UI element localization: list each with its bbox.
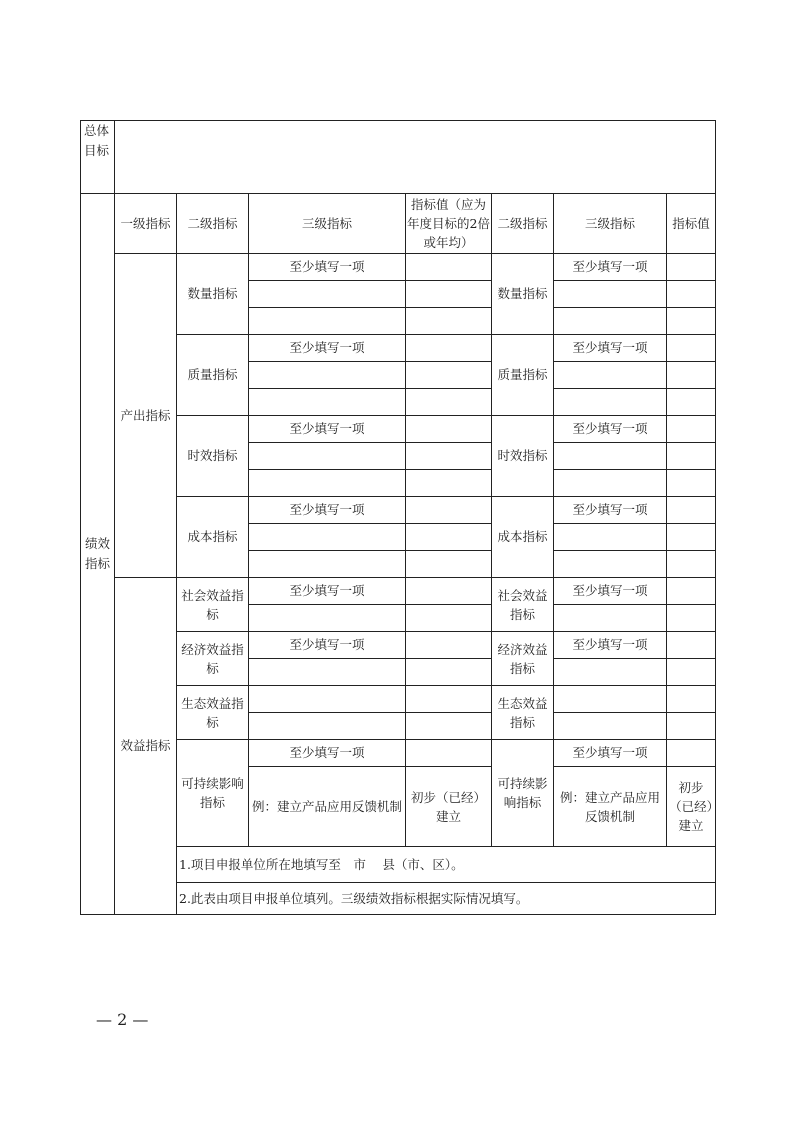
fill-hint: 至少填写一项: [249, 740, 406, 767]
fill-hint-right: 至少填写一项: [554, 578, 667, 605]
fill-hint-right: 至少填写一项: [554, 740, 667, 767]
performance-indicator-label: 绩效指标: [81, 194, 115, 915]
example-value[interactable]: 初步（已经）建立: [406, 767, 492, 847]
value-cell[interactable]: [406, 713, 492, 740]
level3-cell[interactable]: [249, 470, 406, 497]
value-cell-right[interactable]: [667, 551, 716, 578]
value-cell[interactable]: [406, 524, 492, 551]
value-cell-right[interactable]: [667, 281, 716, 308]
quantity-indicator-label: 数量指标: [177, 254, 249, 335]
value-cell-right[interactable]: [667, 362, 716, 389]
fill-hint-right: 至少填写一项: [554, 416, 667, 443]
value-cell[interactable]: [406, 362, 492, 389]
level3-cell-right[interactable]: [554, 605, 667, 632]
output-indicator-label: 产出指标: [115, 254, 177, 578]
example-level3-right[interactable]: 例：建立产品应用反馈机制: [554, 767, 667, 847]
level3-cell-right[interactable]: [554, 551, 667, 578]
value-cell-right[interactable]: [667, 740, 716, 767]
level3-cell[interactable]: [249, 713, 406, 740]
header-value-right: 指标值: [667, 194, 716, 254]
level3-cell[interactable]: [249, 308, 406, 335]
level3-cell-right[interactable]: [554, 281, 667, 308]
social-benefit-label-right: 社会效益指标: [492, 578, 554, 632]
overall-goal-value[interactable]: [115, 121, 716, 194]
sustainable-impact-label: 可持续影响指标: [177, 740, 249, 847]
quality-indicator-label-right: 质量指标: [492, 335, 554, 416]
value-cell[interactable]: [406, 389, 492, 416]
value-cell-right[interactable]: [667, 389, 716, 416]
value-cell[interactable]: [406, 443, 492, 470]
value-cell[interactable]: [406, 632, 492, 659]
fill-hint: 至少填写一项: [249, 335, 406, 362]
header-value-annual: 指标值（应为年度目标的2倍或年均）: [406, 194, 492, 254]
value-cell-right[interactable]: [667, 605, 716, 632]
level3-cell-right[interactable]: [554, 470, 667, 497]
timeliness-indicator-label-right: 时效指标: [492, 416, 554, 497]
fill-hint: 至少填写一项: [249, 497, 406, 524]
value-cell-right[interactable]: [667, 686, 716, 713]
value-cell-right[interactable]: [667, 443, 716, 470]
header-level1: 一级指标: [115, 194, 177, 254]
cost-indicator-label-right: 成本指标: [492, 497, 554, 578]
level3-cell[interactable]: [249, 659, 406, 686]
level3-cell-right[interactable]: [554, 713, 667, 740]
fill-hint: 至少填写一项: [249, 254, 406, 281]
example-value-right[interactable]: 初步（已经）建立: [667, 767, 716, 847]
value-cell-right[interactable]: [667, 308, 716, 335]
level3-cell-right[interactable]: [554, 443, 667, 470]
header-level3: 三级指标: [249, 194, 406, 254]
level3-cell-right[interactable]: [554, 686, 667, 713]
value-cell[interactable]: [406, 578, 492, 605]
performance-target-table: [80, 120, 716, 915]
quantity-indicator-label-right: 数量指标: [492, 254, 554, 335]
value-cell[interactable]: [406, 416, 492, 443]
timeliness-indicator-label: 时效指标: [177, 416, 249, 497]
benefit-indicator-label: 效益指标: [115, 578, 177, 915]
level3-cell-right[interactable]: [554, 308, 667, 335]
fill-hint-right: 至少填写一项: [554, 335, 667, 362]
fill-hint: 至少填写一项: [249, 416, 406, 443]
level3-cell[interactable]: [249, 686, 406, 713]
header-level2-right: 二级指标: [492, 194, 554, 254]
value-cell[interactable]: [406, 551, 492, 578]
example-level3[interactable]: 例：建立产品应用反馈机制: [249, 767, 406, 847]
level3-cell[interactable]: [249, 443, 406, 470]
value-cell[interactable]: [406, 740, 492, 767]
fill-hint: 至少填写一项: [249, 578, 406, 605]
economic-benefit-label: 经济效益指标: [177, 632, 249, 686]
value-cell-right[interactable]: [667, 335, 716, 362]
quality-indicator-label: 质量指标: [177, 335, 249, 416]
fill-hint-right: 至少填写一项: [554, 632, 667, 659]
value-cell[interactable]: [406, 686, 492, 713]
value-cell-right[interactable]: [667, 497, 716, 524]
level3-cell-right[interactable]: [554, 389, 667, 416]
value-cell-right[interactable]: [667, 470, 716, 497]
level3-cell-right[interactable]: [554, 524, 667, 551]
note-2: 2.此表由项目申报单位填列。三级绩效指标根据实际情况填写。: [177, 883, 716, 915]
value-cell-right[interactable]: [667, 524, 716, 551]
ecological-benefit-label: 生态效益指标: [177, 686, 249, 740]
sustainable-impact-label-right: 可持续影响指标: [492, 740, 554, 847]
page-number: — 2 —: [96, 1010, 149, 1029]
level3-cell[interactable]: [249, 389, 406, 416]
value-cell[interactable]: [406, 308, 492, 335]
value-cell[interactable]: [406, 254, 492, 281]
level3-cell[interactable]: [249, 605, 406, 632]
value-cell-right[interactable]: [667, 416, 716, 443]
overall-goal-label: 总体目标: [81, 121, 115, 194]
value-cell-right[interactable]: [667, 659, 716, 686]
level3-cell[interactable]: [249, 362, 406, 389]
value-cell-right[interactable]: [667, 578, 716, 605]
fill-hint: 至少填写一项: [249, 632, 406, 659]
header-level3-right: 三级指标: [554, 194, 667, 254]
economic-benefit-label-right: 经济效益指标: [492, 632, 554, 686]
level3-cell-right[interactable]: [554, 659, 667, 686]
level3-cell-right[interactable]: [554, 362, 667, 389]
value-cell[interactable]: [406, 335, 492, 362]
value-cell-right[interactable]: [667, 713, 716, 740]
value-cell[interactable]: [406, 470, 492, 497]
value-cell[interactable]: [406, 281, 492, 308]
fill-hint-right: 至少填写一项: [554, 254, 667, 281]
ecological-benefit-label-right: 生态效益指标: [492, 686, 554, 740]
cost-indicator-label: 成本指标: [177, 497, 249, 578]
level3-cell[interactable]: [249, 551, 406, 578]
fill-hint-right: 至少填写一项: [554, 497, 667, 524]
value-cell[interactable]: [406, 497, 492, 524]
level3-cell[interactable]: [249, 524, 406, 551]
value-cell[interactable]: [406, 605, 492, 632]
value-cell-right[interactable]: [667, 254, 716, 281]
value-cell-right[interactable]: [667, 632, 716, 659]
value-cell[interactable]: [406, 659, 492, 686]
note-1: 1.项目申报单位所在地填写至 市 县（市、区）。: [177, 847, 716, 883]
social-benefit-label: 社会效益指标: [177, 578, 249, 632]
header-level2: 二级指标: [177, 194, 249, 254]
level3-cell[interactable]: [249, 281, 406, 308]
